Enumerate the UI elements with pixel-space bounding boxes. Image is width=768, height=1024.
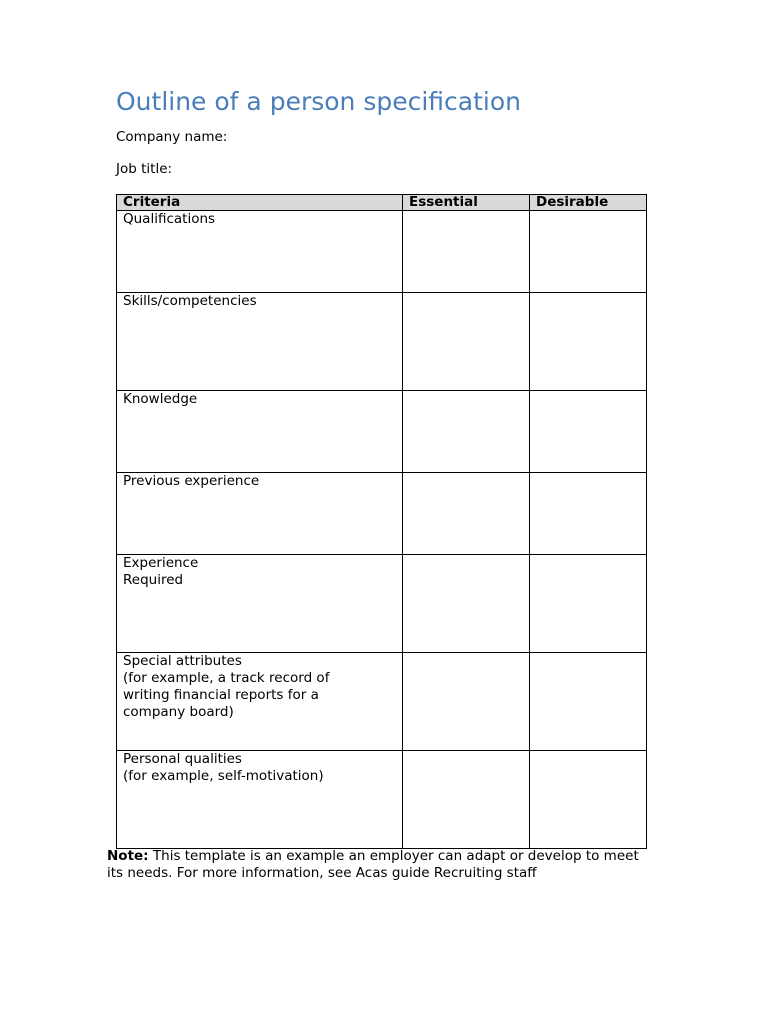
- header-essential: Essential: [403, 195, 530, 211]
- criteria-cell: Previous experience: [117, 473, 403, 555]
- criteria-cell: Skills/competencies: [117, 293, 403, 391]
- page-title: Outline of a person specification: [116, 87, 522, 116]
- table-row: [117, 653, 647, 751]
- desirable-cell[interactable]: [530, 211, 647, 293]
- desirable-cell[interactable]: [530, 555, 647, 653]
- essential-cell[interactable]: [403, 211, 530, 293]
- essential-cell[interactable]: [403, 391, 530, 473]
- criteria-cell: Special attributes (for example, a track record of writing financial reports for a company board): [117, 653, 403, 751]
- footer-note: [107, 848, 647, 882]
- person-spec-table: [116, 194, 647, 849]
- job-title-label: Job title:: [116, 161, 173, 177]
- note-label: Note:: [107, 848, 149, 864]
- table-row: [117, 555, 647, 653]
- header-criteria: Criteria: [117, 195, 403, 211]
- essential-cell[interactable]: [403, 653, 530, 751]
- desirable-cell[interactable]: [530, 391, 647, 473]
- header-desirable: Desirable: [530, 195, 647, 211]
- desirable-cell[interactable]: [530, 751, 647, 849]
- table-header-row: [117, 195, 647, 211]
- desirable-cell[interactable]: [530, 293, 647, 391]
- desirable-cell[interactable]: [530, 653, 647, 751]
- table-row: [117, 211, 647, 293]
- criteria-cell: Qualifications: [117, 211, 403, 293]
- table-row: [117, 473, 647, 555]
- company-name-label: Company name:: [116, 129, 228, 145]
- essential-cell[interactable]: [403, 473, 530, 555]
- table-row: [117, 293, 647, 391]
- desirable-cell[interactable]: [530, 473, 647, 555]
- essential-cell[interactable]: [403, 751, 530, 849]
- criteria-cell: Personal qualities (for example, self-motivation): [117, 751, 403, 849]
- criteria-cell: Knowledge: [117, 391, 403, 473]
- table-row: [117, 751, 647, 849]
- table-row: [117, 391, 647, 473]
- essential-cell[interactable]: [403, 555, 530, 653]
- essential-cell[interactable]: [403, 293, 530, 391]
- note-text: This template is an example an employer can adapt or develop to meet its needs. For more information, see Acas guide Recruiting staff: [107, 848, 639, 881]
- criteria-cell: Experience Required: [117, 555, 403, 653]
